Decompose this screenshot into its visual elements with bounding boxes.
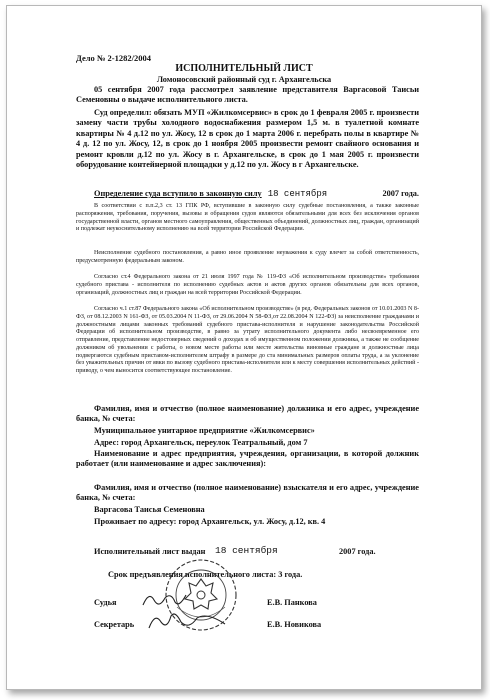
creditor-label: Фамилия, имя и отчество (полное наименование) взыскателя и его адрес, учреждение банка, № счета:: [76, 483, 419, 503]
document-title: ИСПОЛНИТЕЛЬНЫЙ ЛИСТ: [175, 63, 313, 74]
judge-label: Судья: [94, 598, 117, 607]
effective-label: Определение суда вступило в законную силу: [94, 189, 262, 198]
court-decision: Суд определил: обязать МУП «Жилкомсервис» в срок до 1 февраля 2005 г. произвести замену части трубы холодного водоснабжения размером 1,5 м. в туалетной комнате квартиры № 4 д.12 по ул. Жосу, 12 в срок до 1 марта 2006 г. перебрать полы в квартире № 4 д. 12 по ул. Жосу, 12, в срок до 1 ноября 2005 произвести ремонт свайного основания и ремонт кровли д.12 по ул. Жосу в г. Архангельске, в срок до 1 мая 2005 г. произвести оборудование контейнерной площадки у д.12 по ул. Жосу в г Архангельске.: [76, 108, 419, 170]
presentation-term: Срок предъявления исполнительного листа: 3 года.: [108, 570, 303, 579]
intro-paragraph: [76, 85, 419, 106]
judge-name: Е.В. Панкова: [267, 598, 317, 607]
issued-date: 18 сентября: [215, 545, 278, 556]
employer-label: Наименование и адрес предприятия, учреждения, организации, в которой должник работает (или наименование и адрес заключения):: [76, 449, 419, 469]
document-page: [6, 5, 482, 690]
case-number: Дело № 2-1282/2004: [76, 53, 151, 63]
effective-year: 2007 года.: [382, 189, 419, 198]
court-name: Ломоносовский районный суд г. Архангельска: [156, 75, 332, 84]
debtor-address: Адрес: город Архангельск, переулок Театральный, дом 7: [94, 438, 308, 447]
intro-text: года рассмотрел заявление представителя Варгасовой Таисьи Семеновны о выдаче исполнительного листа.: [76, 85, 419, 105]
debtor-label: Фамилия, имя и отчество (полное наименование) должника и его адрес, учреждение банка, № счета:: [76, 404, 419, 424]
secretary-label: Секретарь: [94, 620, 135, 629]
legal-paragraph-2: Неисполнение судебного постановления, а равно иное проявление неуважения к суду влечет за собой ответственность, предусмотренную федеральным законом.: [76, 250, 419, 264]
secretary-signature: [145, 608, 231, 634]
issued-label: Исполнительный лист выдан: [94, 547, 206, 556]
creditor-name: Варгасова Таисья Семеновна: [94, 505, 205, 514]
session-date: 05 сентября 2007: [94, 85, 164, 94]
secretary-name: Е.В. Новикова: [267, 620, 322, 629]
legal-paragraph-3: Согласно ст.4 Федерального закона от 21 июля 1997 года № 119-ФЗ «Об исполнительном производстве» требования судебного пристава - исполнителя по исполнению судебных актов и актов других органов обязательны для всех органов, организаций, должностных лиц и граждан на всей территории Российской Федерации.: [76, 274, 419, 296]
effective-line: [94, 189, 419, 199]
debtor-name: Муниципальное унитарное предприятие «Жилкомсервис»: [94, 426, 315, 435]
effective-date: 18 сентября: [267, 189, 328, 199]
creditor-address: Проживает по адресу: город Архангельск, ул. Жосу, д.12, кв. 4: [94, 517, 326, 526]
issued-year: 2007 года.: [339, 547, 376, 556]
legal-paragraph-4: Согласно ч.1 ст.87 Федерального закона «Об исполнительном производстве» (в ред. Федеральных законов от 10.01.2003 N 8-ФЗ, от 08.12.2003 N 161-ФЗ, от 05.03.2004 N 11-ФЗ, от 29.06.2004 N 58-ФЗ,от 22.08.2004 N 122-ФЗ) за неисполнение гражданами и должностными лицами законных требований судебного пристава-исполнителя и нарушение законодательства Российской Федерации об исполнительном производстве, в равно за утрату исполнительного документа либо несвоевременное его отправление, представление недостоверных сведений о доходах и об имущественном положении должника, а также не сообщение должником об увольнении с работы, о новом месте работы или месте жительства виновные граждане и должностные лица подвергаются судебным приставом-исполнителем штрафу в размере до ста минимальных размеров оплаты труда, а за уклонение без уважительных причин от явки по вызову судебного пристава-исполнителя или к месту совершения исполнительных действий - приводу, о чем выносится соответствующее постановление.: [76, 306, 419, 374]
legal-paragraph-1: В соответствии с п.п.2,3 ст. 13 ГПК РФ, вступившие в законную силу судебные постановления, а также законные распоряжения, требования, поручения, вызовы и обращения судов являются обязательными для всех без исключения органов государственной власти, органов местного самоуправления, общественных объединений, должностных лиц, граждан, организаций и подлежат неукоснительному исполнению на всей территории Российской Федерации.: [76, 203, 419, 233]
